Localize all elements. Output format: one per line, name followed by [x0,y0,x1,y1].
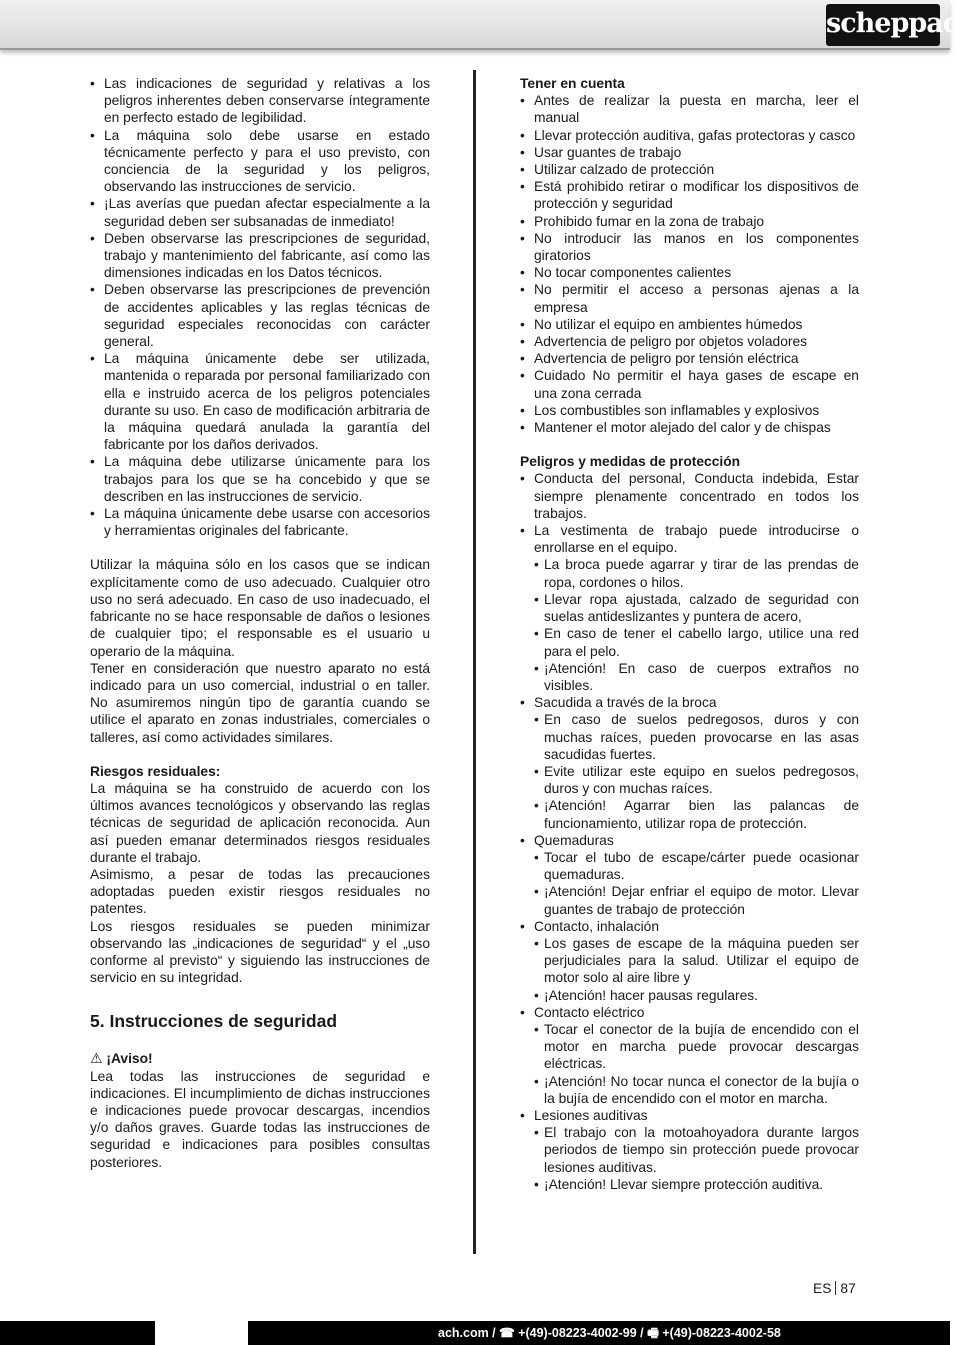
list-item: • Advertencia de peligro por objetos voladores [520,333,859,350]
sub-list-item: • Tocar el conector de la bujía de encendido con el motor en marcha puede provocar descargas eléctricas. [534,1021,859,1073]
intended-use-paragraph: Tener en consideración que nuestro aparato no está indicado para un uso comercial, industrial o en taller. No asumiremos ningún tipo de garantía cuando se utilice el aparato en zonas industriales, comerciales o talleres, así como actividades similares. [90,660,430,745]
list-item: • Usar guantes de trabajo [520,144,859,161]
list-item: • La máquina debe utilizarse únicamente para los trabajos para los que se ha concebido y que se describen en las instrucciones de servicio. [90,453,430,505]
list-item: • Utilizar calzado de protección [520,161,859,178]
hazard-text: Quemaduras [534,832,614,848]
right-column [520,75,859,1193]
list-item: • Deben observarse las prescripciones de seguridad, trabajo y mantenimiento del fabricante, así como las dimensiones indicadas en los Datos técnicos. [90,230,430,282]
safety-bullet-list [90,75,430,539]
list-item: • La máquina solo debe usarse en estado técnicamente perfecto y para el uso previsto, con conciencia de la seguridad y los peligros, observando las instrucciones de servicio. [90,127,430,196]
list-item: • La máquina únicamente debe usarse con accesorios y herramientas originales del fabricante. [90,505,430,539]
list-item [520,1004,859,1107]
list-item: • No introducir las manos en los componentes giratorios [520,230,859,264]
list-item [520,918,859,1004]
footer-contact-text: ach.com / ☎ +(49)-08223-4002-99 / 🖷 +(49)-08223-4002-58 [438,1326,781,1340]
brand-logo: scheppach [826,4,940,46]
residual-risks-paragraph: La máquina se ha construido de acuerdo con los últimos avances tecnológicos y observando las reglas técnicas de seguridad de aplicación reconocida. Aun así pueden emanar determinados riesgos residuales durante el trabajo. [90,780,430,865]
sub-list-item: • ¡Atención! No tocar nunca el conector de la bujía o la bujía de encendido con el motor en marcha. [534,1073,859,1107]
list-item: • Está prohibido retirar o modificar los dispositivos de protección y seguridad [520,178,859,212]
list-item [520,694,859,832]
list-item: • Deben observarse las prescripciones de prevención de accidentes aplicables y las reglas técnicas de seguridad especiales reconocidas con carácter general. [90,281,430,350]
list-item: • No tocar componentes calientes [520,264,859,281]
list-item: • Llevar protección auditiva, gafas protectoras y casco [520,127,859,144]
sub-list-item: • ¡Atención! En caso de cuerpos extraños no visibles. [534,660,859,694]
sub-list-item: • ¡Atención! hacer pausas regulares. [534,987,859,1004]
page-language: ES [813,1281,832,1296]
sub-list-item: • Tocar el tubo de escape/cárter puede ocasionar quemaduras. [534,849,859,883]
sub-list-item: • ¡Atención! Agarrar bien las palancas de funcionamiento, utilizar ropa de protección. [534,797,859,831]
hazards-list [520,470,859,1193]
header-bar [0,0,977,50]
sub-list [534,935,859,1004]
section-title: 5. Instrucciones de seguridad [90,1011,338,1032]
hazard-text: Contacto eléctrico [534,1004,645,1020]
list-item [520,832,859,918]
hazard-text: Sacudida a través de la broca [534,695,717,711]
sub-list [534,1021,859,1107]
sub-list-item: • Evite utilizar este equipo en suelos pedregosos, duros y con muchas raíces. [534,763,859,797]
list-item: • No permitir el acceso a personas ajenas a la empresa [520,281,859,315]
hazards-heading: Peligros y medidas de protección [520,454,741,470]
list-item [520,470,859,522]
sub-list-item: • ¡Atención! Dejar enfriar el equipo de motor. Llevar guantes de trabajo de protección [534,883,859,917]
sub-list-item: • En caso de tener el cabello largo, utilice una red para el pelo. [534,625,859,659]
page-number-separator [835,1281,836,1295]
list-item: • La máquina únicamente debe ser utilizada, mantenida o reparada por personal familiarizado con ella e instruido acerca de los peligros potenciales durante su uso. En caso de modificación arbitraria de la máquina quedará anulada la garantía del fabricante por los daños derivados. [90,350,430,453]
left-column [90,75,430,1171]
list-item: • Los combustibles son inflamables y explosivos [520,402,859,419]
warning-triangle-icon: ⚠ [90,1051,103,1067]
hazard-text: La vestimenta de trabajo puede introducirse o enrollarse en el equipo. [534,523,859,556]
sub-list-item: • La broca puede agarrar y tirar de las prendas de ropa, cordones o hilos. [534,556,859,590]
sub-list [534,556,859,694]
footer-white-block [155,1321,248,1345]
list-item: • Advertencia de peligro por tensión eléctrica [520,350,859,367]
hazard-text: Lesiones auditivas [534,1107,648,1123]
list-item: • Mantener el motor alejado del calor y de chispas [520,419,859,436]
warning-paragraph: Lea todas las instrucciones de seguridad e indicaciones. El incumplimiento de dichas instrucciones e indicaciones puede provocar descargas, incendios y/o daños graves. Guarde todas las instrucciones de seguridad e indicaciones para posibles consultas posteriores. [90,1068,430,1170]
warning-heading [90,1050,430,1067]
list-item: • Las indicaciones de seguridad y relativas a los peligros inherentes deben conservarse íntegramente en perfecto estado de legibilidad. [90,75,430,127]
sub-list-item: • ¡Atención! Llevar siempre protección auditiva. [534,1176,859,1193]
sub-list [534,849,859,918]
list-item: • Cuidado No permitir el haya gases de escape en una zona cerrada [520,367,859,401]
hazard-text: Conducta del personal, Conducta indebida, Estar siempre plenamente concentrado en todos los trabajos. [534,471,859,521]
warning-title: ¡Aviso! [106,1051,153,1067]
list-item [520,522,859,694]
residual-risks-heading: Riesgos residuales: [90,763,221,779]
page-number [813,1281,856,1296]
sub-list-item: • En caso de suelos pedregosos, duros y con muchas raíces, pueden provocarse en las asas sacudidas fuertes. [534,711,859,763]
list-item [520,1107,859,1193]
sub-list [534,711,859,831]
sub-list [534,1124,859,1193]
page-number-value: 87 [840,1281,856,1296]
sub-list-item: • Llevar ropa ajustada, calzado de seguridad con suelas antideslizantes y puntera de acero, [534,591,859,625]
hazard-text: Contacto, inhalación [534,918,660,934]
list-item: • Antes de realizar la puesta en marcha, leer el manual [520,92,859,126]
sub-list-item: • El trabajo con la motoahoyadora durante largos periodos de tiempo sin protección puede provocar lesiones auditivas. [534,1124,859,1176]
notes-heading: Tener en cuenta [520,76,625,91]
residual-risks-paragraph: Los riesgos residuales se pueden minimizar observando las „indicaciones de seguridad“ y el „uso conforme al previsto“ y siguiendo las instrucciones de servicio en su integridad. [90,918,430,986]
notes-list [520,92,859,436]
list-item: • No utilizar el equipo en ambientes húmedos [520,316,859,333]
list-item: • ¡Las averías que puedan afectar especialmente a la seguridad deben ser subsanadas de inmediato! [90,195,430,229]
sub-list-item: • Los gases de escape de la máquina pueden ser perjudiciales para la salud. Utilizar el equipo de motor solo al aire libre y [534,935,859,987]
intended-use-paragraph: Utilizar la máquina sólo en los casos que se indican explícitamente como de uso adecuado. Cualquier otro uso no será adecuado. En caso de uso inadecuado, el fabricante no se hace responsable de daños o lesiones de cualquier tipo; el responsable es el usuario u operario de la máquina. [90,557,430,659]
residual-risks-paragraph: Asimismo, a pesar de todas las precauciones adoptadas pueden existir riesgos residuales no patentes. [90,866,430,917]
column-divider [473,70,476,1254]
list-item: • Prohibido fumar en la zona de trabajo [520,213,859,230]
